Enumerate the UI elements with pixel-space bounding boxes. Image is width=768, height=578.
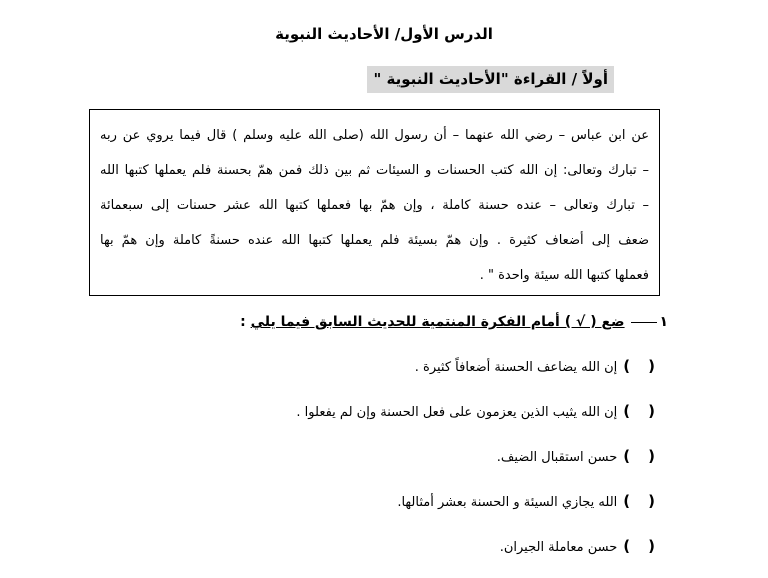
answer-checkbox-open[interactable]: ( xyxy=(648,492,655,510)
option-text: حسن معاملة الجيران. xyxy=(499,540,618,555)
option-item xyxy=(497,446,655,468)
option-item xyxy=(296,401,655,423)
answer-checkbox-close[interactable]: ) xyxy=(623,447,631,465)
option-item xyxy=(500,536,655,558)
question-prompt xyxy=(240,312,668,332)
answer-checkbox-open[interactable]: ( xyxy=(648,537,655,555)
answer-checkbox-open[interactable]: ( xyxy=(648,357,655,375)
question-dash xyxy=(631,322,657,323)
lesson-title: الدرس الأول/ الأحاديث النبوية xyxy=(275,25,493,43)
section-heading: أولاً / القراءة "الأحاديث النبوية " xyxy=(367,66,614,93)
option-text: الله يجازي السيئة و الحسنة بعشر أمثالها. xyxy=(397,495,618,510)
answer-checkbox-close[interactable]: ) xyxy=(623,537,631,555)
hadith-line: فعملها كتبها الله سيئة واحدة " . xyxy=(479,268,649,283)
hadith-line: عن ابن عباس – رضي الله عنهما – أن رسول الله (صلى الله عليه وسلم ) قال فيما يروي عن ربه xyxy=(100,128,649,143)
answer-checkbox-close[interactable]: ) xyxy=(623,492,631,510)
answer-checkbox-close[interactable]: ) xyxy=(623,357,631,375)
question-suffix: : xyxy=(240,314,251,330)
option-text: حسن استقبال الضيف. xyxy=(496,450,618,465)
question-number: ١ xyxy=(659,314,668,330)
hadith-text-box xyxy=(89,109,660,296)
hadith-line: – تبارك وتعالى: إن الله كتب الحسنات و السيئات ثم بين ذلك فمن همّ بحسنة فلم يعملها كتبها الله xyxy=(100,163,649,178)
answer-checkbox-open[interactable]: ( xyxy=(648,402,655,420)
hadith-line: ضعف إلى أضعاف كثيرة . وإن همّ بسيئة فلم يعملها كتبها الله عنده حسنةً كاملة وإن همّ بها xyxy=(100,233,649,248)
option-item xyxy=(397,491,655,513)
hadith-line: – تبارك وتعالى – عنده حسنة كاملة ، وإن همّ بها فعملها كتبها الله عشر حسنات إلى سبعمائة xyxy=(100,198,649,213)
answer-checkbox-open[interactable]: ( xyxy=(648,447,655,465)
option-item xyxy=(415,356,655,378)
answer-checkbox-close[interactable]: ) xyxy=(623,402,631,420)
option-text: إن الله يضاعف الحسنة أضعافاً كثيرة . xyxy=(414,360,618,375)
question-text: ضع ( √ ) أمام الفكرة المنتمية للحديث السابق فيما يلي xyxy=(250,314,625,330)
option-text: إن الله يثيب الذين يعزمون على فعل الحسنة وإن لم يفعلوا . xyxy=(296,405,618,420)
